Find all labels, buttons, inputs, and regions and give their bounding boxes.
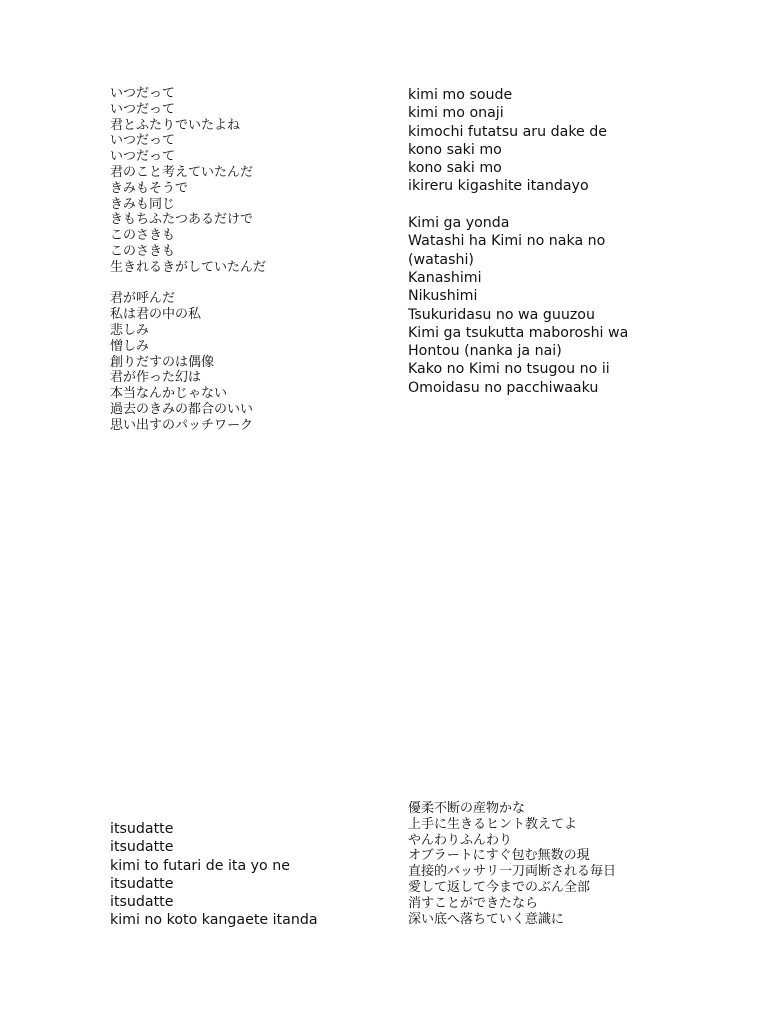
lyric-line: きみも同じ bbox=[110, 196, 176, 212]
lyric-line: itsudatte bbox=[110, 821, 174, 837]
lyric-line: 愛して返して今までのぶん全部 bbox=[408, 879, 591, 895]
lyric-line: Omoidasu no pacchiwaaku bbox=[408, 379, 599, 396]
lyric-line: Hontou (nanka ja nai) bbox=[408, 343, 562, 360]
lyric-line: 創りだすのは偶像 bbox=[110, 354, 215, 370]
romaji-lyrics-top bbox=[408, 86, 628, 397]
lyric-line: 悲しみ bbox=[110, 322, 150, 338]
lyric-line: Kanashimi bbox=[408, 269, 482, 286]
lyric-line: 深い底へ落ちていく意識に bbox=[408, 911, 564, 927]
lyric-line: ikireru kigashite itandayo bbox=[408, 178, 589, 195]
lyric-line: 優柔不断の産物かな bbox=[408, 801, 526, 816]
lyric-line: 君のこと考えていたんだ bbox=[110, 164, 254, 180]
japanese-lyrics-top bbox=[110, 86, 266, 434]
lyric-line: kimochi futatsu aru dake de bbox=[408, 123, 608, 140]
lyric-line: いつだって bbox=[110, 101, 176, 117]
lyric-line: きもちふたつあるだけで bbox=[110, 212, 254, 228]
lyric-line: いつだって bbox=[110, 149, 176, 165]
lyric-line: 君とふたりでいたよね bbox=[110, 117, 241, 133]
lyric-line: このさきも bbox=[110, 243, 176, 259]
lyric-line: いつだって bbox=[110, 86, 176, 101]
lyric-line: このさきも bbox=[110, 228, 176, 244]
lyric-line: (watashi) bbox=[408, 251, 474, 268]
lyric-line: 私は君の中の私 bbox=[110, 307, 202, 323]
lyric-line: 本当なんかじゃない bbox=[110, 386, 228, 402]
lyric-line: kimi no koto kangaete itanda bbox=[110, 912, 318, 929]
lyric-line: 消すことができたなら bbox=[408, 895, 539, 911]
lyric-line: オブラートにすぐ包む無数の現 bbox=[408, 848, 590, 864]
stanza-gap bbox=[110, 276, 266, 292]
lyric-line: 過去のきみの都合のいい bbox=[110, 401, 254, 417]
lyric-line: Kimi ga yonda bbox=[408, 215, 510, 232]
japanese-lyrics-bottom bbox=[408, 801, 616, 927]
lyric-line: 君が作った幻は bbox=[110, 370, 202, 386]
lyric-line: itsudatte bbox=[110, 839, 174, 856]
lyric-line: kimi mo onaji bbox=[408, 105, 504, 122]
lyric-line: Nikushimi bbox=[408, 288, 478, 305]
lyric-line: 憎しみ bbox=[110, 338, 150, 354]
lyric-line: きみもそうで bbox=[110, 180, 189, 196]
lyric-line: 生きれるきがしていたんだ bbox=[110, 259, 267, 275]
lyric-line: 思い出すのパッチワーク bbox=[110, 417, 254, 433]
lyric-line: kono saki mo bbox=[408, 160, 502, 177]
lyric-line: 上手に生きるヒント教えてよ bbox=[408, 816, 578, 832]
romaji-lyrics-bottom bbox=[110, 820, 318, 930]
lyric-line: itsudatte bbox=[110, 875, 174, 892]
lyric-line: Tsukuridasu no wa guuzou bbox=[408, 306, 595, 323]
lyric-line: Kako no Kimi no tsugou no ii bbox=[408, 361, 610, 378]
lyric-line: いつだって bbox=[110, 133, 176, 149]
lyric-line: kono saki mo bbox=[408, 141, 502, 158]
lyric-line: kimi to futari de ita yo ne bbox=[110, 857, 290, 874]
lyric-line: やんわりふんわり bbox=[408, 832, 513, 848]
lyric-line: 直接的バッサリ一刀両断される毎日 bbox=[408, 864, 617, 880]
stanza-gap bbox=[408, 196, 628, 214]
lyric-line: Watashi ha Kimi no naka no bbox=[408, 233, 606, 250]
lyric-line: 君が呼んだ bbox=[110, 291, 176, 307]
lyric-line: kimi mo soude bbox=[408, 87, 513, 103]
lyric-line: itsudatte bbox=[110, 894, 174, 911]
lyric-line: Kimi ga tsukutta maboroshi wa bbox=[408, 324, 629, 341]
